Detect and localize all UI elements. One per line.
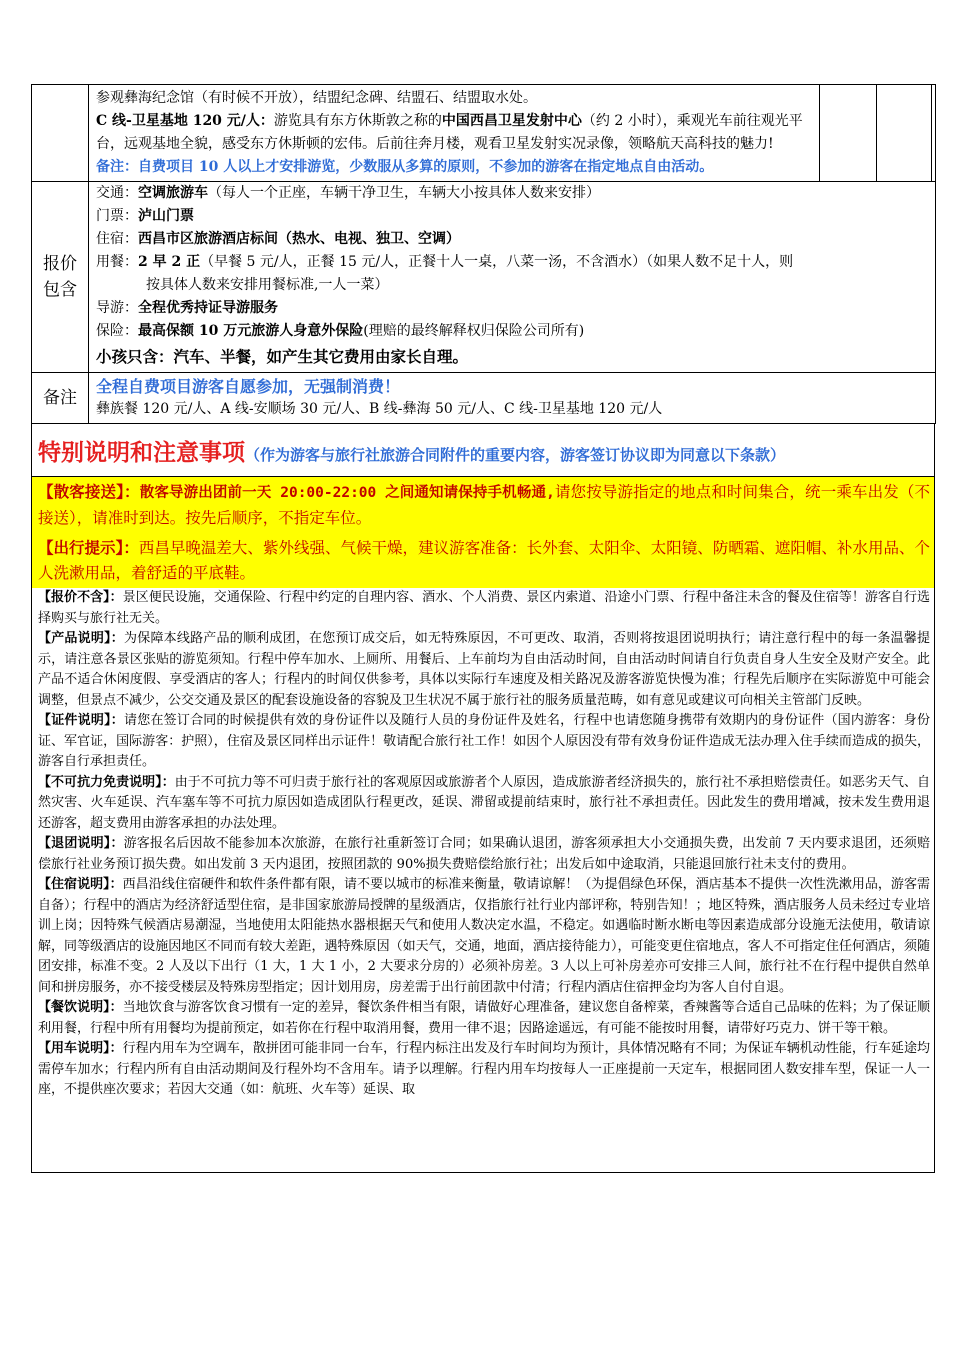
- c-line-text-b: （约 2 小时），乘观光车前往观光平台，远观基地全貌，感受东方休斯顿的宏伟。后前往奔月楼，观看卫星发射实况录像，领略航天高科技的魅力!: [96, 113, 803, 152]
- exclusions-term: 【报价不含】：景区便民设施，交通保险、行程中约定的自理内容、酒水、个人消费、景区内索道、沿途小门票、行程中备注未含的餐及住宿等！游客自行选择购买与旅行社无关。: [38, 590, 930, 626]
- c-line-bold: 中国西昌卫星发射中心: [441, 113, 582, 129]
- price-includes-label-text: 报价包含: [43, 254, 77, 300]
- itinerary-table: [31, 84, 936, 424]
- empty-cell: [877, 85, 932, 182]
- notes-label: 备注: [32, 373, 89, 424]
- travel-tip-term: 【出行提示】：西昌早晚温差大、紫外线强、气候干燥，建议游客准备：长外套、太阳伞、太阳镜、防晒霜、遮阳帽、补水用品、个人洗漱用品，着舒适的平底鞋。: [32, 533, 934, 588]
- price-includes-label: [32, 182, 89, 373]
- itinerary-line: 参观彝海纪念馆（有时候不开放），结盟纪念碑、结盟石、结盟取水处。: [96, 90, 537, 106]
- refund-term: 【退团说明】：游客报名后因故不能参加本次旅游，在旅行社重新签订合同；如果确认退团，游客须承担大小交通损失费，出发前 7 天内要求退团，还须赔偿旅行社业务预订损失费。如出发前 3 天内退团，按照团款的 90%损失费赔偿给旅行社；出发后如中途取消，只能退回旅行社未支付的费用。: [38, 836, 930, 872]
- empty-cell: [820, 85, 877, 182]
- force-majeure-term: 【不可抗力免责说明】：由于不可抗力等不可归责于旅行社的客观原因或旅游者个人原因，造成旅游者经济损失的，旅行社不承担赔偿责任。如恶劣天气、自然灾害、火车延误、汽车塞车等不可抗力原因如造成团队行程更改，延误、滞留或提前结束时，旅行社不承担责任。因此发生的费用增减，按未发生费用退还游客，超支费用由游客承担的办法处理。: [38, 774, 930, 831]
- c-line-text-a: 游览具有东方休斯敦之称的: [273, 113, 442, 129]
- empty-cell: [932, 85, 936, 182]
- vehicle-term: 【用车说明】：行程内用车为空调车，散拼团可能非同一台车，行程内标注出发及行车时间均为预计，具体情况略有不同；为保证车辆机动性能，行车延途均需停车加水；行程内所有自由活动期间及行程外均不含用车。请予以理解。行程内用车均按每人一正座提前一天定车，根据同团人数安排车型，保证一人一座，不提供座次要求；若因大交通（如：航班、火车等）延误、取: [38, 1041, 930, 1097]
- transport-line: 交通：空调旅游车（每人一个正座，车辆干净卫生，车辆大小按具体人数来安排）: [96, 185, 600, 201]
- notes-cell: [89, 373, 936, 424]
- self-pay-remark: 备注：自费项目 10 人以上才安排游览，少数服从多算的原则，不参加的游客在指定地点自由活动。: [96, 159, 714, 175]
- special-title: 特别说明和注意事项: [38, 440, 245, 466]
- special-subtitle: （作为游客与旅行社旅游合同附件的重要内容，游客签订协议即为同意以下条款）: [245, 446, 786, 464]
- c-line-paragraph: [96, 110, 815, 156]
- ticket-line: 门票：泸山门票: [96, 208, 194, 224]
- itinerary-tail-row: [32, 85, 936, 182]
- empty-label-cell: [32, 85, 89, 182]
- notes-row: [32, 373, 936, 424]
- meal-line-2: 按具体人数来安排用餐标准,一人一菜）: [146, 277, 389, 293]
- notes-line-1: 全程自费项目游客自愿参加，无强制消费！: [96, 377, 401, 396]
- product-term: 【产品说明】：为保障本线路产品的顺利成团，在您预订成交后，如无特殊原因，不可更改、取消，否则将按退团说明执行；请注意行程中的每一条温馨提示，请注意各景区张贴的游览须知。行程中停车加水、上厕所、用餐后、上车前均为自由活动时间，自由活动时间请自行负责自身人生安全及财产安全。此产品不适合休闲度假、享受酒店的客人；行程内的时间仅供参考，具体以实际行车速度及相关路况及游客游览快慢为准；行程先后顺序在实际游览中可能会调整，但景点不减少，公交交通及景区的配套设施设备的容貌及卫生状况不属于旅行社的服务质量范畴，如有意见或建议可向相关主管部门反映。: [38, 631, 930, 708]
- document-page: [31, 84, 935, 1173]
- hotel-line: 住宿：西昌市区旅游酒店标间（热水、电视、独卫、空调）: [96, 231, 460, 247]
- id-term: 【证件说明】：请您在签订合同的时候提供有效的身份证件以及随行人员的身份证件及姓名，行程中也请您随身携带有效期内的身份证件（国内游客：身份证、军官证，国际游客：护照），住宿及景区同样出示证件！敬请配合旅行社工作！如因个人原因没有带有效身份证件造成无法办理入住手续而造成的损失，游客自行承担责任。: [38, 713, 930, 769]
- pickup-term: 【散客接送】：散客导游出团前一天 20:00-22:00 之间通知请保持手机畅通,请您按导游指定的地点和时间集合，统一乘车出发（不接送），请准时到达。按先后顺序，不指定车位。: [32, 477, 934, 533]
- price-includes-row: [32, 182, 936, 373]
- notes-line-2: 彝族餐 120 元/人、A 线-安顺场 30 元/人、B 线-彝海 50 元/人、C 线-卫星基地 120 元/人: [96, 401, 663, 417]
- guide-line: 导游：全程优秀持证导游服务: [96, 300, 278, 316]
- c-line-head: C 线-卫星基地 120 元/人：: [96, 113, 274, 129]
- food-term: 【餐饮说明】：当地饮食与游客饮食习惯有一定的差异，餐饮条件相当有限，请做好心理准备，建议您自备榨菜，香辣酱等合适自己品味的佐料；为了保证顺利用餐，行程中所有用餐均为提前预定，如若你在行程中取消用餐，费用一律不退；因路途遥远，有可能不能按时用餐，请带好巧克力、饼干等干粮。: [38, 1000, 930, 1036]
- meal-line: 用餐：2 早 2 正（早餐 5 元/人，正餐 15 元/人，正餐十人一桌，八菜一汤，不含酒水）（如果人数不足十人，则: [96, 254, 794, 270]
- child-line: 小孩只含：汽车、半餐，如产生其它费用由家长自理。: [96, 347, 469, 366]
- terms-section: [31, 477, 935, 1173]
- special-notes-header: [31, 424, 935, 477]
- itinerary-tail-cell: [89, 85, 820, 182]
- lodging-term: 【住宿说明】：西昌沿线住宿硬件和软件条件都有限，请不要以城市的标准来衡量，敬请谅解！（为提倡绿色环保，酒店基本不提供一次性洗漱用品，游客需自备）；行程中的酒店为经济舒适型住宿，是非国家旅游局授牌的星级酒店，仅指旅行社行业内部评称，特别告知！；地区特殊，酒店服务人员未经过专业培训上岗；因特殊气候酒店易潮湿，当地使用太阳能热水器根据天气和使用人数决定水温，不稳定。如遇临时断水断电等因素造成部分设施无法使用，敬请谅解，同等级酒店的设施因地区不同而有较大差距，遇特殊原因（如天气，交通，地面，酒店接待能力），可能变更住宿地点，客人不可指定住任何酒店，须随团安排，标准不变。2 人及以下出行（1 大，1 大 1 小，2 大要求分房的）必须补房差。3 人以上可补房差亦可安排三人间，旅行社不在行程中提供自然单间和拼房服务，亦不接受楼层及特殊房型指定；因计划用房，房差需于出行前团款中付清；行程内酒店住宿押金均为客人自付自退。: [38, 877, 930, 995]
- price-includes-cell: [89, 182, 936, 373]
- insurance-line: 保险：最高保额 10 万元旅游人身意外保险(理赔的最终解释权归保险公司所有): [96, 323, 585, 339]
